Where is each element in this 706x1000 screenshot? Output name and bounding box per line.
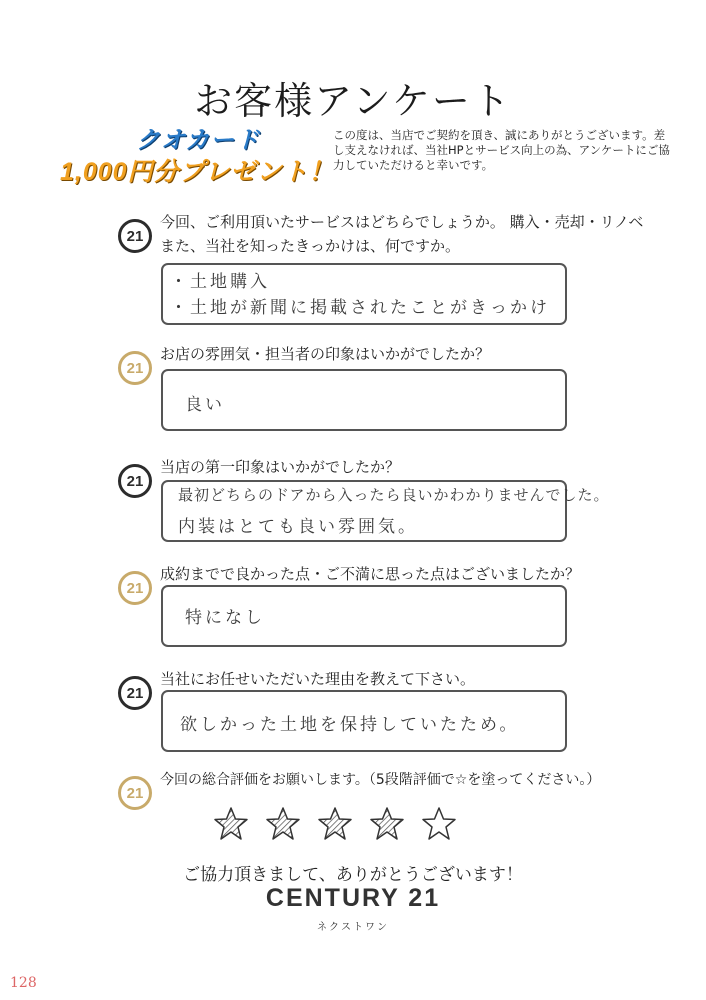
question-6: 今回の総合評価をお願いします。（5段階評価で☆を塗ってください。） <box>160 772 601 788</box>
question-5: 当社にお任せいただいた理由を教えて下さい。 <box>160 670 476 688</box>
answer-1-line-1: ・土地購入 <box>170 272 270 292</box>
star-filled-icon[interactable] <box>317 806 353 842</box>
footer-thanks: ご協力頂きまして、ありがとうございます！ <box>183 865 523 885</box>
star-filled-icon[interactable] <box>369 806 405 842</box>
answer-2-line-1: 良い <box>185 395 225 415</box>
answer-1-line-2: ・土地が新聞に掲載されたことがきっかけ <box>170 298 550 318</box>
answer-3-line-2: 内装はとても良い雰囲気。 <box>178 517 418 537</box>
brand-logo-text: CENTURY 21 <box>265 884 441 912</box>
rating-stars[interactable] <box>213 806 457 842</box>
intro-text: この度は、当店でご契約を頂き、誠にありがとうございます。差し支えなければ、当社HPとサービス向上の為、アンケートにご協力していただけると幸いです。 <box>333 128 670 172</box>
century21-logo-icon: 21 <box>118 464 152 498</box>
century21-logo-icon: 21 <box>118 571 152 605</box>
century21-logo-icon: 21 <box>118 676 152 710</box>
promo-quocard: クオカード <box>136 127 261 154</box>
answer-4-line-1: 特になし <box>185 608 265 628</box>
answer-5-line-1: 欲しかった土地を保持していたため。 <box>180 715 520 735</box>
star-filled-icon[interactable] <box>213 806 249 842</box>
question-1-line-1: 今回、ご利用頂いたサービスはどちらでしょうか。 購入・売却・リノベ <box>160 213 644 231</box>
question-1-line-2: また、当社を知ったきっかけは、何ですか。 <box>160 237 461 255</box>
question-2: お店の雰囲気・担当者の印象はいかがでしたか？ <box>160 345 491 363</box>
question-3: 当店の第一印象はいかがでしたか？ <box>160 458 401 476</box>
promo-present: 1,000円分プレゼント！ <box>60 158 335 186</box>
page-title: お客様アンケート <box>194 79 512 123</box>
star-filled-icon[interactable] <box>265 806 301 842</box>
brand-subtitle: ネクストワン <box>317 922 389 933</box>
answer-3-line-1: 最初どちらのドアから入ったら良いかわかりませんでした。 <box>178 486 610 504</box>
century21-logo-icon: 21 <box>118 351 152 385</box>
century21-logo-icon: 21 <box>118 776 152 810</box>
century21-logo-icon: 21 <box>118 219 152 253</box>
question-1 <box>160 210 643 258</box>
page-number: 128 <box>10 975 37 991</box>
star-empty-icon[interactable] <box>421 806 457 842</box>
question-4: 成約までで良かった点・ご不満に思った点はございましたか？ <box>160 565 581 583</box>
